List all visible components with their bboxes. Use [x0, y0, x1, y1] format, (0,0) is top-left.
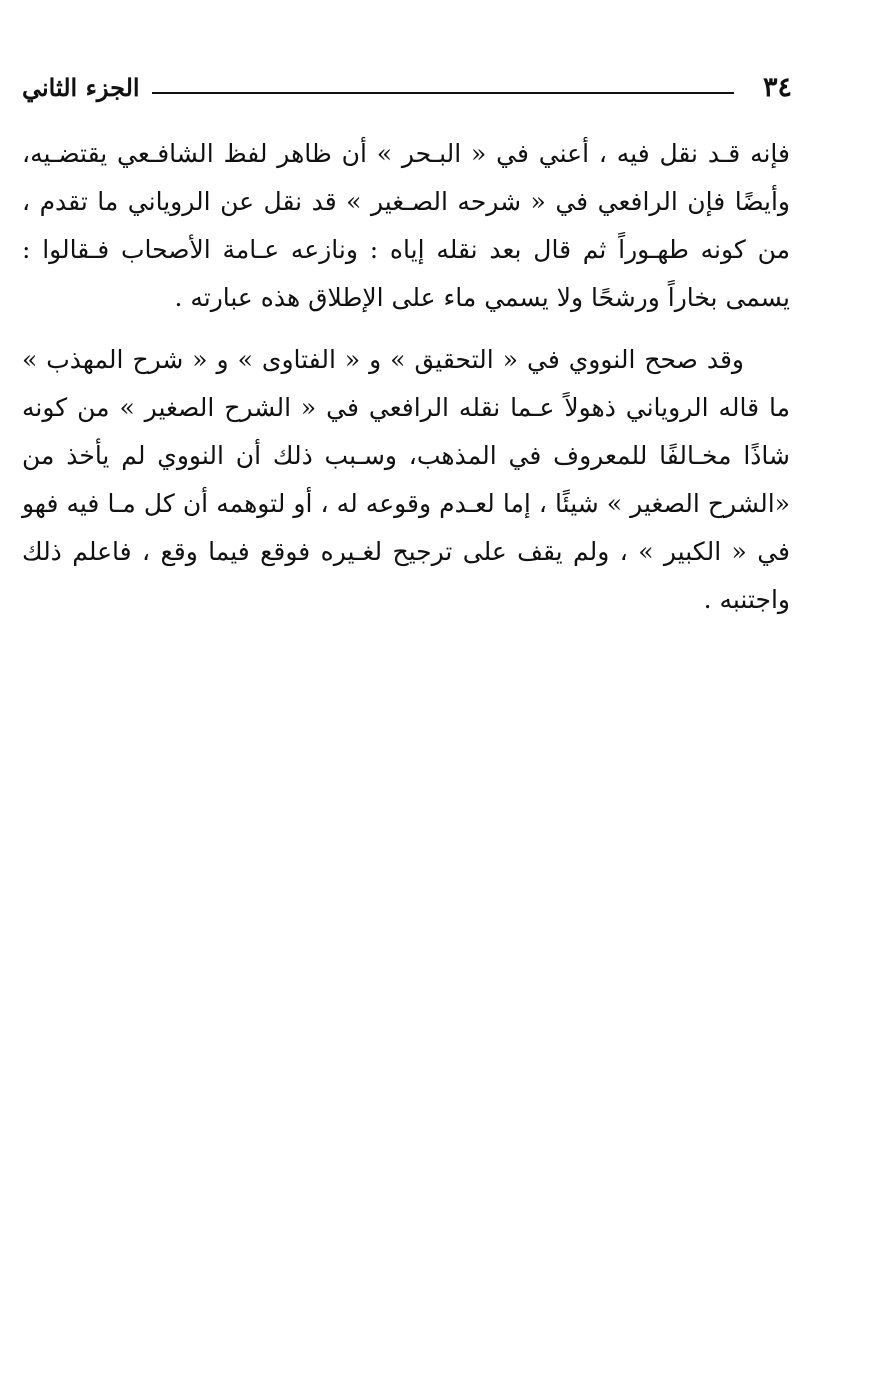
part-title: الجزء الثاني — [22, 73, 140, 102]
main-text — [22, 130, 790, 638]
page-header — [22, 70, 792, 110]
page-number: ٣٤ — [762, 72, 792, 103]
paragraph: فإنه قـد نقل فيه ، أعني في « البـحر » أن ظاهر لفظ الشافـعي يقتضـيه، وأيضًا فإن الرافعي في « شرحه الصـغير » قد نقل عن الروياني ما تقدم ، من كونه طهـوراً ثم قال بعد نقله إياه : ونازعه عـامة الأصحاب فـقالوا : يسمى بخاراً ورشحًا ولا يسمي ماء على الإطلاق هذه عبارته . — [22, 139, 790, 312]
header-rule — [152, 92, 734, 94]
paragraph: وقد صحح النووي في « التحقيق » و « الفتاوى » و « شرح المهذب » ما قاله الروياني ذهولاً عـما نقله الرافعي في « الشرح الصغير » من كونه شاذًا مخـالفًا للمعروف في المذهب، وسـبب ذلك أن النووي لم يأخذ من «الشرح الصغير » شيئًا ، إما لعـدم وقوعه له ، أو لتوهمه أن كل مـا فيه فهو في « الكبير » ، ولم يقف على ترجيح لغـيره فوقع فيما وقع ، فاعلم ذلك واجتنبه . — [22, 345, 790, 614]
